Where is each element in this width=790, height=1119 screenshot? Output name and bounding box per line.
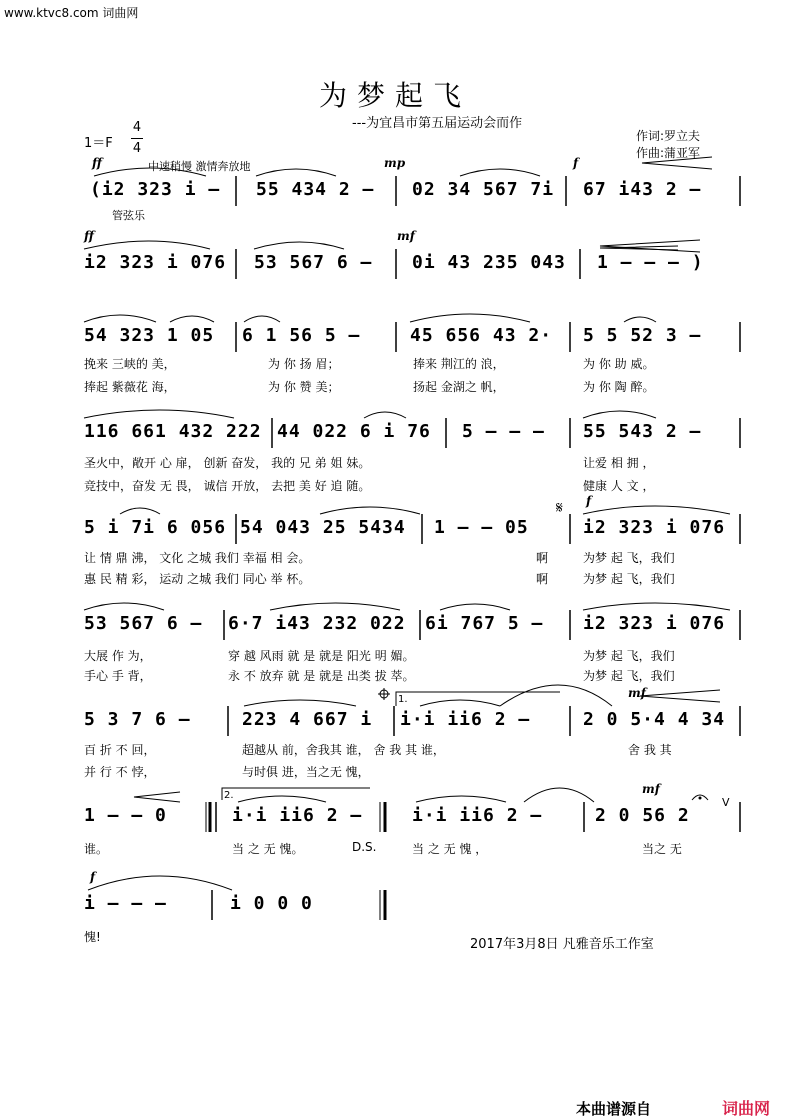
volta-brackets <box>222 692 560 800</box>
lyric-line: 惠 民 精 彩， 运动 之城 我们 同心 举 杯。 <box>84 572 311 586</box>
measure-notes: 55 543 2 – <box>583 421 702 442</box>
composer-credit: 作曲:蒲亚军 <box>636 146 701 160</box>
lyric-line: 为 你 助 威。 <box>583 357 655 371</box>
lyric-line: 大展 作 为， <box>84 649 152 663</box>
dynamic-mark: f <box>90 870 96 884</box>
measure-notes: 6 1 56 5 – <box>242 325 361 346</box>
hairpins <box>134 157 720 802</box>
measure-notes: 1 – – – ) <box>597 252 704 273</box>
measure-notes: i·i ii6 2 – <box>412 805 543 826</box>
lyric-line: 为梦 起 飞，我们 <box>583 649 675 663</box>
tempo-marking: 中速稍慢 激情奔放地 <box>148 160 251 173</box>
measure-notes: 2 0 56 2 <box>595 805 690 826</box>
measure-notes: 02 34 567 7i <box>412 179 555 200</box>
measure-notes: 116 661 432 222 <box>84 421 262 442</box>
measure-notes: i2 323 i 076 <box>84 252 227 273</box>
measure-notes: 5 5 52 3 – <box>583 325 702 346</box>
measure-notes: 5 3 7 6 – <box>84 709 191 730</box>
repeat-barlines <box>206 802 385 920</box>
measure-notes: 54 043 25 5434 <box>240 517 406 538</box>
lyric-line: 百 折 不 回， <box>84 743 156 757</box>
measure-notes: 1 – – 0 <box>84 805 167 826</box>
breath-mark: V <box>722 796 730 809</box>
measure-notes: 54 323 1 05 <box>84 325 215 346</box>
lyric-line: D.S. <box>352 840 377 854</box>
measure-notes: i – – – <box>84 893 167 914</box>
dynamic-mark: f <box>586 494 592 508</box>
time-sig-top: 4 <box>132 120 142 135</box>
song-title: 为梦起飞 <box>318 79 471 112</box>
lyric-line: 让爱 相 拥 ， <box>583 456 655 470</box>
dynamic-mark: f <box>573 156 579 170</box>
measure-notes: 2 0 5·4 4 34 <box>583 709 726 730</box>
measure-notes: 1 – – 05 <box>434 517 529 538</box>
measure-notes: 5 i 7i 6 056 <box>84 517 227 538</box>
dynamic-mark: mf <box>397 229 415 243</box>
lyric-line: 并 行 不 悖， <box>84 765 156 779</box>
lyric-line: 捧来 荆江的 浪， <box>413 357 505 371</box>
lyric-line: 为 你 赞 美； <box>268 380 340 394</box>
lyric-line: 超越从 前，舍我其 谁， 舍 我 其 谁， <box>242 743 445 757</box>
measure-notes: i·i ii6 2 – <box>232 805 363 826</box>
date-and-studio: 2017年3月8日 凡雅音乐工作室 <box>470 937 654 952</box>
lyric-line: 为梦 起 飞，我们 <box>583 669 675 683</box>
measure-notes: 6i 767 5 – <box>425 613 544 634</box>
measure-notes: 44 022 6 i 76 <box>277 421 431 442</box>
time-sig-bottom: 4 <box>132 141 142 156</box>
lyric-line: 为 你 陶 醉。 <box>583 380 655 394</box>
measure-notes: 67 i43 2 – <box>583 179 702 200</box>
lyric-line: 啊 <box>536 572 549 586</box>
lyric-line: 当 之 无 愧 ， <box>412 842 488 856</box>
lyric-line: 当之 无 <box>642 842 682 856</box>
measure-notes: 53 567 6 – <box>254 252 373 273</box>
lyricist-credit: 作词:罗立夫 <box>636 129 701 143</box>
measure-notes: i2 323 i 076 <box>583 613 726 634</box>
song-subtitle: ---为宜昌市第五届运动会而作 <box>352 116 523 131</box>
segno-sign: 𝄋 <box>556 498 563 517</box>
measure-notes: 223 4 667 i <box>242 709 373 730</box>
lyric-line: 手心 手 背， <box>84 669 152 683</box>
lyric-line: 谁。 <box>84 842 109 856</box>
lyric-line: 为梦 起 飞，我们 <box>583 551 675 565</box>
lyric-line: 为 你 扬 眉； <box>268 357 340 371</box>
lyric-line: 穿 越 风雨 就 是 就是 阳光 明 媚。 <box>228 649 415 663</box>
measure-notes: (i2 323 i – <box>90 179 221 200</box>
volta-2: 2. <box>224 790 234 801</box>
measure-notes: 5 – – – <box>462 421 545 442</box>
lyric-line: 愧! <box>84 930 101 944</box>
dynamic-mark: ff <box>84 229 94 243</box>
measure-notes: 45 656 43 2· <box>410 325 553 346</box>
measure-notes: 0i 43 235 043 <box>412 252 566 273</box>
dynamic-mark: mf <box>642 782 660 796</box>
lyric-line: 永 不 放弃 就 是 就是 出类 拔 萃。 <box>228 669 415 683</box>
measure-notes: 53 567 6 – <box>84 613 203 634</box>
volta-1: 1. <box>398 694 408 705</box>
key-signature: 1＝F <box>84 136 113 151</box>
lyric-line: 竞技中，奋发 无 畏， 诚信 开放， 去把 美 好 追 随。 <box>84 479 371 493</box>
watermark-text: www.ktvc8.com 词曲网 <box>4 6 139 20</box>
dynamic-mark: ff <box>92 156 102 170</box>
lyric-line: 当 之 无 愧。 <box>232 842 304 856</box>
measure-notes: i 0 0 0 <box>230 893 313 914</box>
lyric-line: 啊 <box>536 551 549 565</box>
measure-notes: i·i ii6 2 – <box>400 709 531 730</box>
measure-notes: 55 434 2 – <box>256 179 375 200</box>
footer-source: 本曲谱源自 <box>576 1100 652 1118</box>
instrument-label: 管弦乐 <box>112 209 145 222</box>
lyric-line: 圣火中，敞开 心 扉， 创新 奋发， 我的 兄 弟 姐 妹。 <box>84 456 371 470</box>
lyric-line: 扬起 金湖之 帆， <box>413 380 505 394</box>
measure-notes: i2 323 i 076 <box>583 517 726 538</box>
lyric-line: 舍 我 其 <box>628 743 672 757</box>
lyric-line: 与时俱 进，当之无 愧， <box>242 765 370 779</box>
dynamic-mark: mp <box>384 156 406 170</box>
lyric-line: 健康 人 文 ， <box>583 479 655 493</box>
lyric-line: 捧起 紫薇花 海， <box>84 380 176 394</box>
barlines <box>212 176 740 920</box>
footer-brand: 词曲网 <box>722 1099 771 1118</box>
lyric-line: 挽来 三峡的 美， <box>84 357 176 371</box>
dynamic-mark: mf <box>628 686 646 700</box>
lyric-line: 为梦 起 飞，我们 <box>583 572 675 586</box>
lyric-line: 让 情 鼎 沸， 文化 之城 我们 幸福 相 会。 <box>84 551 311 565</box>
measure-notes: 6·7 i43 232 022 <box>228 613 406 634</box>
slurs <box>84 168 730 890</box>
